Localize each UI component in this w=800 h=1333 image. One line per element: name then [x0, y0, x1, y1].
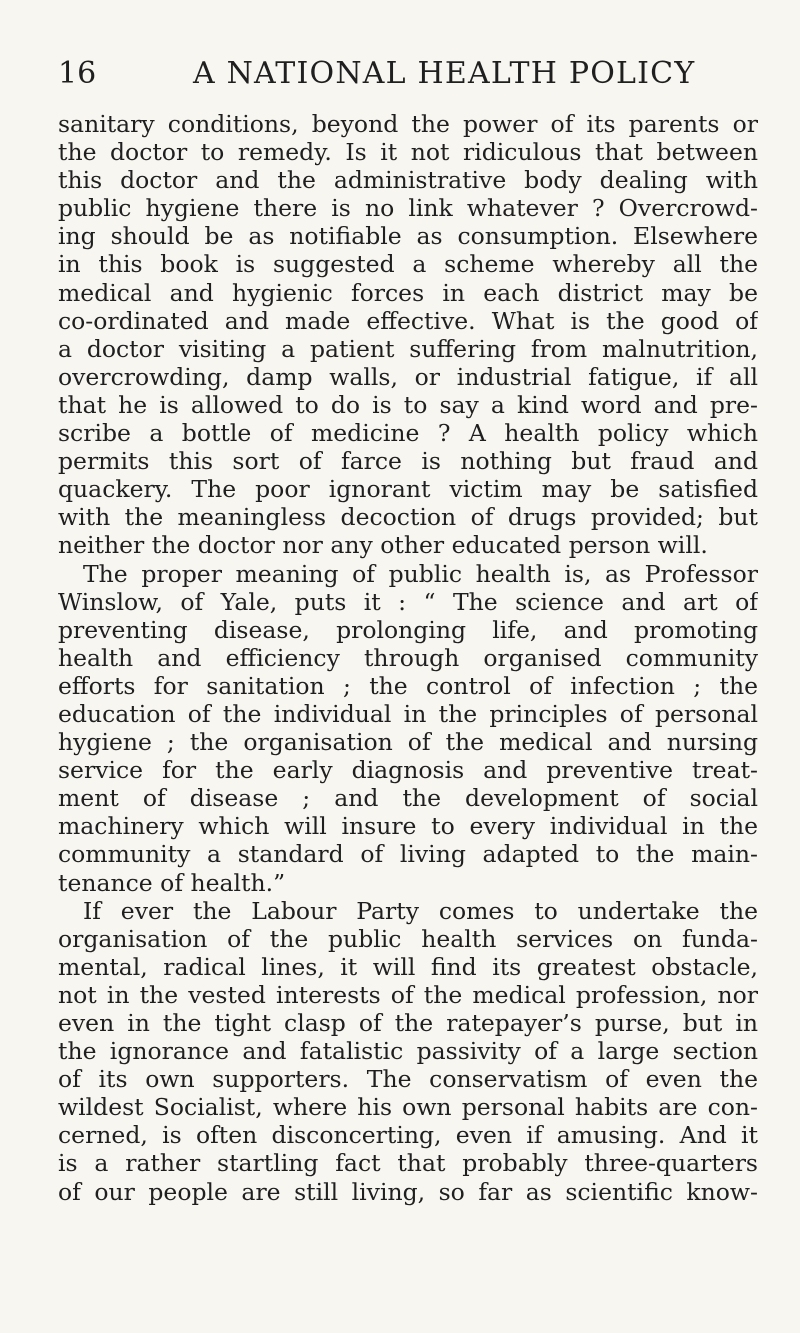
text-line: cerned, is often disconcerting, even if amusing. And it	[58, 1121, 758, 1150]
text-line: that he is allowed to do is to say a kind word and pre-	[58, 390, 758, 419]
text-line: neither the doctor nor any other educated person will.	[58, 531, 708, 560]
text-line: The proper meaning of public health is, as Professor	[83, 559, 758, 588]
text-line: quackery. The poor ignorant victim may be satisfied	[58, 475, 758, 504]
text-line: mental, radical lines, it will find its greatest obstacle,	[58, 952, 758, 981]
text-line: the ignorance and fatalistic passivity of a large section	[58, 1037, 758, 1066]
text-line: efforts for sanitation ; the control of infection ; the	[58, 671, 758, 700]
text-line: in this book is suggested a scheme whereby all the	[58, 250, 758, 279]
text-line: tenance of health.”	[58, 868, 286, 897]
text-line: community a standard of living adapted to the main-	[58, 840, 758, 869]
text-line: machinery which will insure to every individual in the	[58, 812, 758, 841]
text-line: medical and hygienic forces in each district may be	[58, 278, 758, 307]
text-line: sanitary conditions, beyond the power of its parents or	[58, 110, 758, 138]
text-line: organisation of the public health services on funda-	[58, 924, 758, 953]
text-line: with the meaningless decoction of drugs provided; but	[58, 503, 758, 532]
text-line: scribe a bottle of medicine ? A health policy which	[58, 419, 758, 448]
text-line: permits this sort of farce is nothing but fraud and	[58, 447, 758, 476]
body-text	[58, 110, 758, 1206]
text-line: not in the vested interests of the medical profession, nor	[58, 980, 758, 1009]
text-line: wildest Socialist, where his own personal habits are con-	[58, 1093, 758, 1122]
text-line: ing should be as notifiable as consumption. Elsewhere	[58, 222, 758, 251]
text-line: co-ordinated and made effective. What is the good of	[58, 306, 758, 335]
page-number: 16	[58, 56, 97, 91]
text-line: the doctor to remedy. Is it not ridiculous that between	[58, 138, 758, 167]
text-line: preventing disease, prolonging life, and promoting	[58, 615, 758, 644]
text-line: service for the early diagnosis and preventive treat-	[58, 756, 758, 785]
text-line: education of the individual in the principles of personal	[58, 699, 758, 728]
text-line: overcrowding, damp walls, or industrial fatigue, if all	[58, 362, 758, 391]
text-line: Winslow, of Yale, puts it : “ The science and art of	[58, 587, 758, 616]
running-title: A NATIONAL HEALTH POLICY	[193, 56, 696, 91]
text-line: of our people are still living, so far as scientific know-	[58, 1177, 758, 1206]
text-line: of its own supporters. The conservatism of even the	[58, 1065, 758, 1094]
text-line: ment of disease ; and the development of social	[58, 784, 758, 813]
text-line: public hygiene there is no link whatever ? Overcrowd-	[58, 194, 758, 223]
text-line: If ever the Labour Party comes to undertake the	[83, 896, 758, 925]
text-line: hygiene ; the organisation of the medical and nursing	[58, 728, 758, 757]
text-line: health and efficiency through organised community	[58, 643, 758, 672]
text-line: even in the tight clasp of the ratepayer’s purse, but in	[58, 1009, 758, 1037]
text-line: a doctor visiting a patient suffering from malnutrition,	[58, 334, 758, 363]
text-line: this doctor and the administrative body dealing with	[58, 166, 758, 195]
running-head	[58, 52, 758, 96]
text-line: is a rather startling fact that probably three-quarters	[58, 1149, 758, 1178]
